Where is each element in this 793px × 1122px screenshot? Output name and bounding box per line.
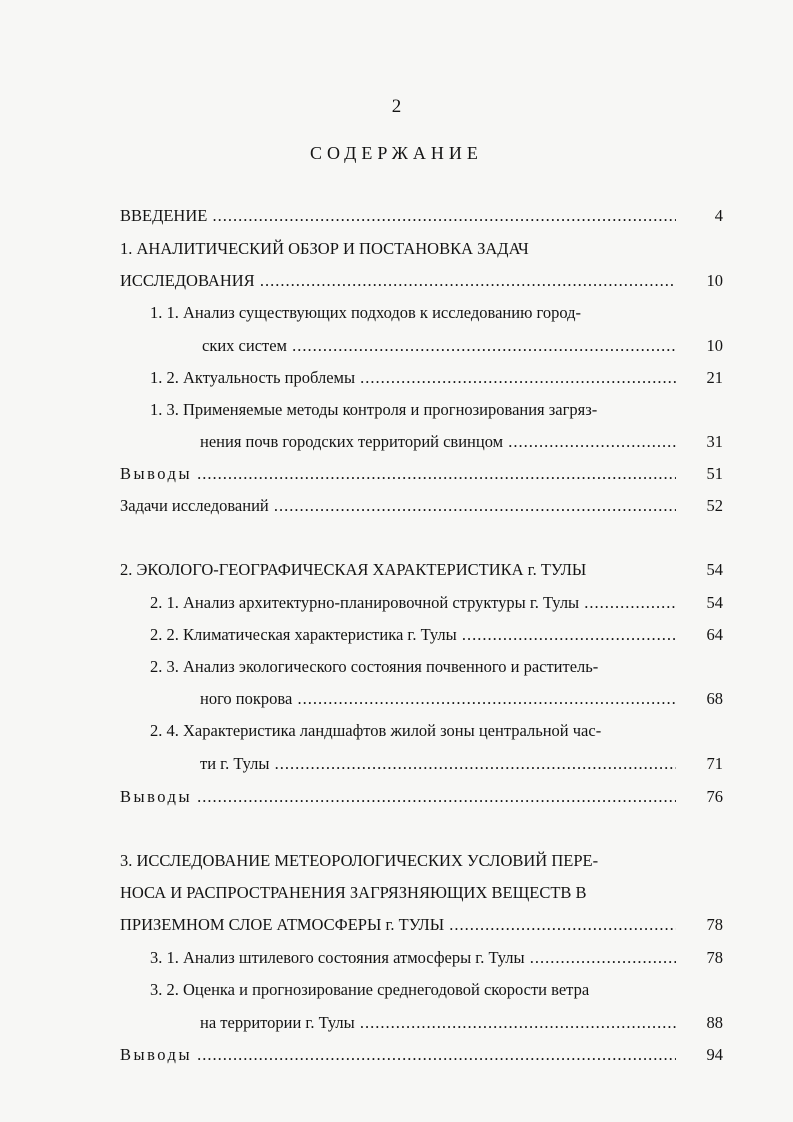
toc-page-number: 51 — [706, 464, 723, 483]
toc-section-1-1-cont: ских систем ..... — [202, 333, 676, 359]
toc-entry-intro — [120, 203, 676, 229]
page-title: СОДЕРЖАНИЕ — [310, 143, 483, 163]
toc-chapter-2-title: 2. ЭКОЛОГО-ГЕОГРАФИЧЕСКАЯ ХАРАКТЕРИСТИКА г. ТУЛЫ — [120, 560, 587, 579]
toc-section-1-3-cont: нения почв городских территорий свинцом ..... — [200, 429, 676, 455]
toc-page-number: 31 — [706, 432, 723, 451]
toc-section-2-3-cont: ного покрова ..... — [200, 686, 676, 712]
toc-chapter-3-title-end: ПРИЗЕМНОМ СЛОЕ АТМОСФЕРЫ г. ТУЛЫ ..... — [120, 912, 676, 938]
toc-entry-conclusions-2: Выводы ..... — [120, 784, 676, 810]
toc-page-number: 54 — [706, 593, 723, 612]
toc-entry-tasks: Задачи исследований ..... — [120, 493, 676, 519]
toc-section-2-4-cont: ти г. Тулы ..... — [200, 751, 676, 777]
toc-page-number: 78 — [706, 915, 723, 934]
toc-page-number: 68 — [706, 689, 723, 708]
page-number: 2 — [391, 96, 402, 117]
toc-page-number: 10 — [706, 336, 723, 355]
toc-section-3-2-cont: на территории г. Тулы ..... — [200, 1010, 676, 1036]
toc-chapter-3-title: 3. ИССЛЕДОВАНИЕ МЕТЕОРОЛОГИЧЕСКИХ УСЛОВИЙ ПЕРЕ- — [120, 851, 599, 870]
toc-entry-conclusions-1: Выводы ..... — [120, 461, 676, 487]
toc-page-number: 4 — [714, 206, 723, 225]
toc-page-number: 94 — [706, 1045, 723, 1064]
toc-entry-conclusions-3: Выводы ..... — [120, 1042, 676, 1068]
toc-page-number: 78 — [706, 948, 723, 967]
toc-section-1-2: 1. 2. Актуальность проблемы ..... — [150, 365, 676, 391]
toc-page-number: 64 — [706, 625, 723, 644]
toc-section-3-2: 3. 2. Оценка и прогнозирование среднегодовой скорости ветра — [150, 980, 590, 999]
toc-chapter-1-title: 1. АНАЛИТИЧЕСКИЙ ОБЗОР И ПОСТАНОВКА ЗАДАЧ — [120, 239, 529, 258]
toc-section-1-3: 1. 3. Применяемые методы контроля и прогнозирования загряз- — [150, 400, 598, 419]
toc-page-number: 71 — [706, 754, 723, 773]
toc-entry-title: ВВЕДЕНИЕ — [120, 206, 208, 225]
toc-section-2-2: 2. 2. Климатическая характеристика г. Тулы ..... — [150, 622, 676, 648]
toc-page-number: 88 — [706, 1013, 723, 1032]
toc-section-2-4: 2. 4. Характеристика ландшафтов жилой зоны центральной час- — [150, 721, 602, 740]
toc-page-number: 76 — [706, 787, 723, 806]
toc-section-3-1: 3. 1. Анализ штилевого состояния атмосферы г. Тулы ..... — [150, 945, 676, 971]
toc-chapter-1-title-cont: ИССЛЕДОВАНИЯ ..... — [120, 268, 676, 294]
toc-section-2-1: 2. 1. Анализ архитектурно-планировочной структуры г. Тулы ..... — [150, 590, 676, 616]
toc-page-number: 21 — [706, 368, 723, 387]
toc-chapter-3-title-cont: НОСА И РАСПРОСТРАНЕНИЯ ЗАГРЯЗНЯЮЩИХ ВЕЩЕСТВ В — [120, 883, 587, 902]
toc-page-number: 52 — [706, 496, 723, 515]
toc-page-number: 10 — [706, 271, 723, 290]
toc-section-1-1: 1. 1. Анализ существующих подходов к исследованию город- — [150, 303, 582, 322]
toc-section-2-3: 2. 3. Анализ экологического состояния почвенного и раститель- — [150, 657, 599, 676]
toc-page-number: 54 — [706, 560, 723, 579]
